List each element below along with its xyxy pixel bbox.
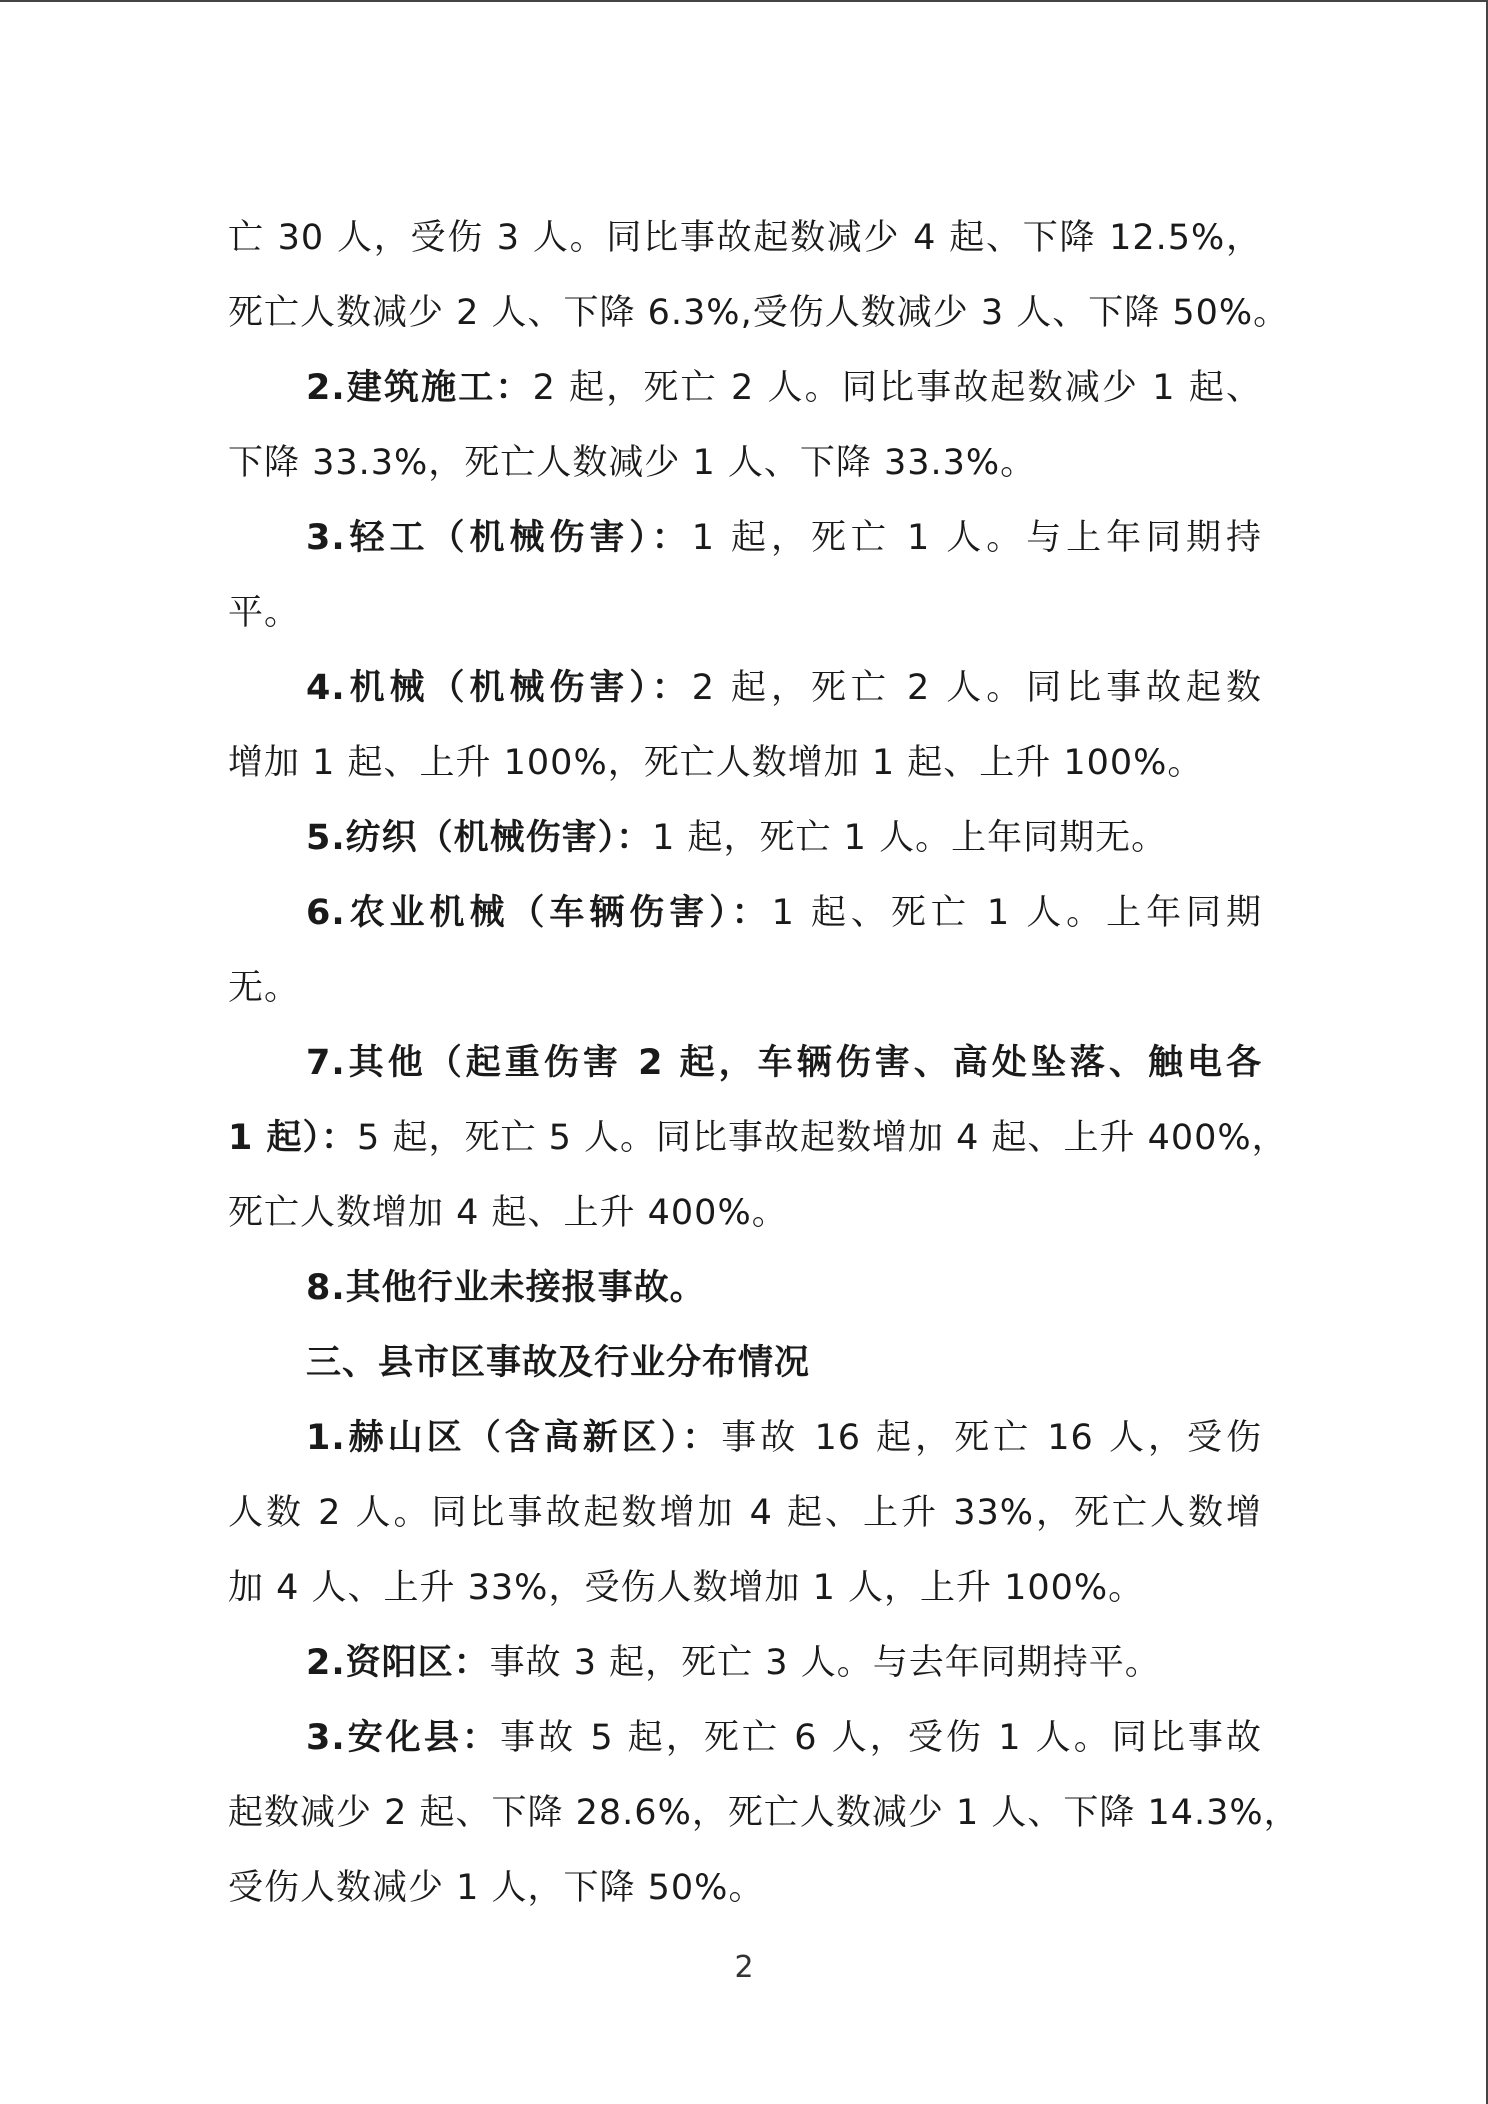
item-heading: 3.安化县： — [306, 1718, 500, 1758]
paragraph-line — [306, 1625, 1161, 1701]
item-text: 事故 16 起，死亡 16 人，受伤 — [721, 1418, 1263, 1458]
item-heading: 1 起）： — [228, 1118, 358, 1158]
paragraph-line: 无。 — [228, 968, 301, 1008]
item-heading: 3.轻工（机械伤害）： — [306, 518, 692, 558]
page-number: 2 — [734, 1950, 754, 1985]
paragraph-line — [306, 1250, 706, 1326]
section-heading-text: 三、县市区事故及行业分布情况 — [306, 1343, 811, 1383]
paragraph-line: 受伤人数减少 1 人，下降 50%。 — [228, 1868, 765, 1908]
item-text: 1 起，死亡 1 人。上年同期无。 — [652, 818, 1168, 858]
item-heading: 5.纺织（机械伤害）： — [306, 818, 653, 858]
paragraph-line: 亡 30 人，受伤 3 人。同比事故起数减少 4 起、下降 12.5%， — [228, 218, 1262, 258]
paragraph-line — [306, 1400, 1262, 1476]
item-text: 1 起，死亡 1 人。与上年同期持 — [691, 518, 1262, 558]
paragraph-line: 起数减少 2 起、下降 28.6%，死亡人数减少 1 人、下降 14.3%， — [228, 1793, 1300, 1833]
paragraph-line: 下降 33.3%，死亡人数减少 1 人、下降 33.3%。 — [228, 443, 1037, 483]
item-text: 2 起，死亡 2 人。同比事故起数 — [691, 668, 1262, 708]
paragraph-line — [306, 650, 1262, 726]
item-heading: 2.建筑施工： — [306, 368, 533, 408]
item-heading: 4.机械（机械伤害）： — [306, 668, 692, 708]
paragraph-line: 平。 — [228, 593, 301, 633]
item-heading: 7.其他（起重伤害 2 起，车辆伤害、高处坠落、触电各 — [306, 1043, 1262, 1083]
item-text: 事故 3 起，死亡 3 人。与去年同期持平。 — [489, 1643, 1161, 1683]
paragraph-line: 增加 1 起、上升 100%，死亡人数增加 1 起、上升 100%。 — [228, 743, 1204, 783]
paragraph-line: 死亡人数减少 2 人、下降 6.3%,受伤人数减少 3 人、下降 50%。 — [228, 293, 1290, 333]
paragraph-line — [306, 1700, 1262, 1776]
item-heading: 6.农业机械（车辆伤害）： — [306, 893, 772, 933]
paragraph-line: 加 4 人、上升 33%，受伤人数增加 1 人，上升 100%。 — [228, 1568, 1145, 1608]
paragraph-line: 人数 2 人。同比事故起数增加 4 起、上升 33%，死亡人数增 — [228, 1493, 1262, 1533]
paragraph-line: 死亡人数增加 4 起、上升 400%。 — [228, 1193, 788, 1233]
item-text: 5 起，死亡 5 人。同比事故起数增加 4 起、上升 400%， — [357, 1118, 1288, 1158]
paragraph-line — [228, 1100, 1288, 1176]
item-heading: 1.赫山区（含高新区）： — [306, 1418, 722, 1458]
item-text: 事故 5 起，死亡 6 人，受伤 1 人。同比事故 — [500, 1718, 1262, 1758]
section-heading — [306, 1325, 810, 1401]
item-text: 2 起，死亡 2 人。同比事故起数减少 1 起、 — [532, 368, 1263, 408]
paragraph-line — [306, 800, 1167, 876]
item-text: 1 起、死亡 1 人。上年同期 — [771, 893, 1262, 933]
paragraph-line — [306, 1025, 1262, 1101]
paragraph-line — [306, 500, 1262, 576]
item-heading: 8.其他行业未接报事故。 — [306, 1268, 706, 1308]
paragraph-line — [306, 350, 1262, 426]
paragraph-line — [306, 875, 1262, 951]
item-heading: 2.资阳区： — [306, 1643, 490, 1683]
